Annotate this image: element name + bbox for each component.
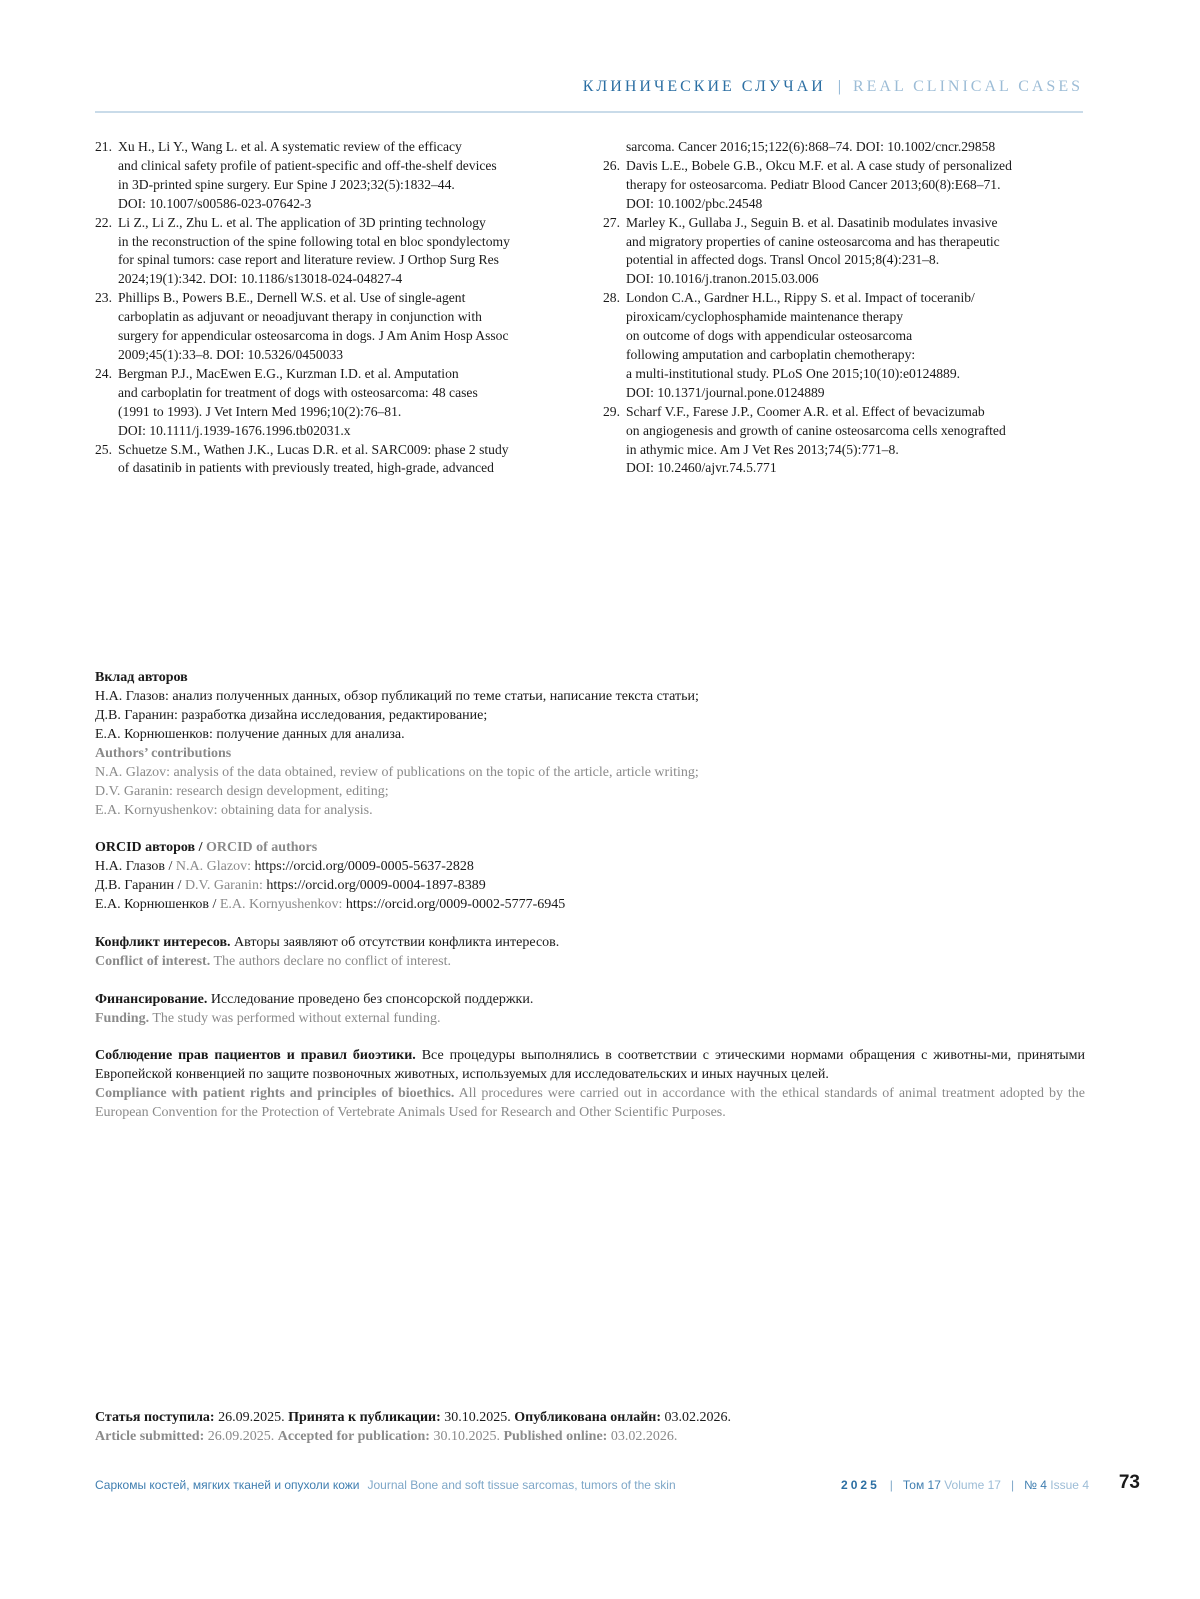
- reference-line: DOI: 10.1016/j.tranon.2015.03.006: [626, 271, 819, 287]
- reference-line: and migratory properties of canine osteosarcoma and has therapeutic: [626, 233, 1000, 249]
- bioethics-compliance: Соблюдение прав пациентов и правил биоэтики. Все процедуры выполнялись в соответствии с этическими нормами обращения с животны-ми, принятыми Европейской конвенцией по защите позвоночных животных, используемых для исследовательских и иных научных целей. Compliance with patient rights and principles of bioethics. All procedures were carried out in accordance with the ethical standards of animal treatment adopted by the European Convention for the Protection of Vertebrate Animals Used for Research and Other Scientific Purposes.: [95, 1048, 1086, 1120]
- reference-line: carboplatin as adjuvant or neoadjuvant therapy in conjunction with: [118, 309, 482, 325]
- reference-number: 28.: [603, 290, 620, 306]
- reference-line: following amputation and carboplatin chemotherapy:: [626, 346, 916, 362]
- funding: Финансирование. Исследование проведено без спонсорской поддержки. Funding. The study was performed without external funding.: [95, 992, 534, 1026]
- reference-number: 25.: [95, 441, 112, 457]
- orcid-link[interactable]: https://orcid.org/0009-0002-5777-6945: [345, 897, 566, 912]
- volume-ru: Том 17: [902, 1478, 941, 1492]
- reference-line: Xu H., Li Y., Wang L. et al. A systematic review of the efficacy: [118, 139, 462, 154]
- volume-en: Volume 17: [944, 1478, 1001, 1492]
- reference-line: potential in affected dogs. Transl Oncol 2015;8(4):231–8.: [626, 252, 940, 268]
- page-footer: [95, 1472, 1145, 1496]
- authors-contributions: [95, 668, 1085, 820]
- reference-number: 26.: [603, 157, 620, 173]
- reference-line: DOI: 10.1007/s00586-023-07642-3: [118, 195, 312, 211]
- page-number: 73: [1118, 1472, 1140, 1493]
- header-separator: |: [837, 78, 841, 95]
- running-header: [583, 78, 1083, 96]
- reference-item: [95, 214, 575, 290]
- contribution-line: Д.В. Гаранин: разработка дизайна исследования, редактирование;: [95, 708, 488, 723]
- orcid-row: Н.А. Глазов / N.A. Glazov: https://orcid.org/0009-0005-5637-2828: [95, 859, 474, 874]
- reference-item: [603, 403, 1085, 479]
- reference-line: London C.A., Gardner H.L., Rippy S. et al. Impact of toceranib/: [626, 290, 975, 306]
- reference-item: [95, 138, 575, 214]
- reference-line: DOI: 10.1002/pbc.24548: [626, 195, 763, 211]
- reference-line: in athymic mice. Am J Vet Res 2013;74(5):771–8.: [626, 441, 899, 457]
- reference-item: [95, 289, 575, 365]
- reference-number: 23.: [95, 290, 112, 306]
- reference-line: piroxicam/cyclophosphamide maintenance therapy: [626, 309, 904, 325]
- reference-item: [95, 441, 575, 479]
- reference-line: and carboplatin for treatment of dogs with osteosarcoma: 48 cases: [118, 384, 478, 400]
- issue-info: 2025 | Том 17 Volume 17 | № 4 Issue 4: [841, 1478, 1089, 1492]
- reference-line: in the reconstruction of the spine following total en bloc spondylectomy: [118, 233, 510, 249]
- orcid-link[interactable]: https://orcid.org/0009-0005-5637-2828: [254, 859, 474, 874]
- orcid-row: Е.А. Корнюшенков / E.A. Kornyushenkov: https://orcid.org/0009-0002-5777-6945: [95, 897, 566, 912]
- reference-line: 2024;19(1):342. DOI: 10.1186/s13018-024-04827-4: [118, 271, 403, 287]
- reference-line: surgery for appendicular osteosarcoma in dogs. J Am Anim Hosp Assoc: [118, 328, 509, 344]
- reference-line: for spinal tumors: case report and literature review. J Orthop Surg Res: [118, 252, 499, 268]
- reference-line: on outcome of dogs with appendicular osteosarcoma: [626, 328, 913, 344]
- reference-line: DOI: 10.2460/ajvr.74.5.771: [626, 460, 777, 476]
- reference-line: Marley K., Gullaba J., Seguin B. et al. Dasatinib modulates invasive: [626, 214, 998, 230]
- contribution-line-en: E.A. Kornyushenkov: obtaining data for analysis.: [95, 803, 373, 818]
- article-dates: Статья поступила: 26.09.2025. Принята к публикации: 30.10.2025. Опубликована онлайн: 03.02.2026. Article submitted: 26.09.2025. Accepted for publication: 30.10.2025. Published online: 03.02.2026.: [95, 1410, 731, 1444]
- reference-line: Phillips B., Powers B.E., Dernell W.S. et al. Use of single-agent: [118, 290, 466, 306]
- reference-line: on angiogenesis and growth of canine osteosarcoma cells xenografted: [626, 422, 1006, 438]
- reference-line: a multi-institutional study. PLoS One 2015;10(10):e0124889.: [626, 365, 961, 381]
- journal-name-en: Journal Bone and soft tissue sarcomas, tumors of the skin: [367, 1478, 676, 1492]
- year: 2025: [841, 1478, 880, 1492]
- reference-line: 2009;45(1):33–8. DOI: 10.5326/0450033: [118, 346, 344, 362]
- orcid-section: [95, 838, 1085, 914]
- reference-line: Davis L.E., Bobele G.B., Okcu M.F. et al. A case study of personalized: [626, 157, 1012, 173]
- reference-line: in 3D-printed spine surgery. Eur Spine J 2023;32(5):1832–44.: [118, 176, 455, 192]
- journal-name: [95, 1478, 676, 1492]
- orcid-row: Д.В. Гаранин / D.V. Garanin: https://orcid.org/0009-0004-1897-8389: [95, 878, 486, 893]
- references-column-left: [95, 138, 575, 478]
- contribution-line: Е.А. Корнюшенков: получение данных для анализа.: [95, 727, 405, 742]
- reference-line: Schuetze S.M., Wathen J.K., Lucas D.R. et al. SARC009: phase 2 study: [118, 441, 509, 457]
- issue-ru: № 4: [1024, 1478, 1047, 1492]
- reference-number: 24.: [95, 365, 112, 381]
- reference-item: [603, 214, 1085, 290]
- reference-line: Scharf V.F., Farese J.P., Coomer A.R. et al. Effect of bevacizumab: [626, 403, 985, 419]
- section-title-ru: КЛИНИЧЕСКИЕ СЛУЧАИ: [582, 78, 826, 95]
- issue-en: Issue 4: [1050, 1478, 1089, 1492]
- reference-line: of dasatinib in patients with previously treated, high-grade, advanced: [118, 460, 494, 476]
- reference-line: and clinical safety profile of patient-specific and off-the-shelf devices: [118, 157, 497, 173]
- reference-number: 29.: [603, 403, 620, 419]
- conflict-of-interest: Конфликт интересов. Авторы заявляют об отсутствии конфликта интересов. Conflict of interest. The authors declare no conflict of interest.: [95, 935, 560, 969]
- reference-line: (1991 to 1993). J Vet Intern Med 1996;10(2):76–81.: [118, 403, 402, 419]
- reference-item: [95, 365, 575, 441]
- section-title-en: REAL CLINICAL CASES: [852, 78, 1083, 95]
- reference-item: [603, 289, 1085, 402]
- reference-item: [603, 157, 1085, 214]
- contribution-line: Н.А. Глазов: анализ полученных данных, обзор публикаций по теме статьи, написание текста статьи;: [95, 689, 699, 704]
- reference-number: 22.: [95, 214, 112, 230]
- journal-name-ru: Саркомы костей, мягких тканей и опухоли кожи: [95, 1478, 360, 1492]
- orcid-link[interactable]: https://orcid.org/0009-0004-1897-8389: [266, 878, 486, 893]
- reference-line: therapy for osteosarcoma. Pediatr Blood Cancer 2013;60(8):E68–71.: [626, 176, 1001, 192]
- references-column-right: [603, 138, 1085, 478]
- orcid-title: ORCID авторов / ORCID of authors: [95, 840, 318, 855]
- reference-continuation: sarcoma. Cancer 2016;15;122(6):868–74. DOI: 10.1002/cncr.29858: [626, 139, 996, 154]
- contribution-line-en: D.V. Garanin: research design development, editing;: [95, 784, 389, 799]
- reference-line: DOI: 10.1371/journal.pone.0124889: [626, 384, 825, 400]
- reference-number: 21.: [95, 139, 112, 154]
- reference-number: 27.: [603, 214, 620, 230]
- reference-line: Bergman P.J., MacEwen E.G., Kurzman I.D. et al. Amputation: [118, 365, 459, 381]
- reference-line: Li Z., Li Z., Zhu L. et al. The application of 3D printing technology: [118, 214, 486, 230]
- contribution-line-en: N.A. Glazov: analysis of the data obtained, review of publications on the topic of the article, article writing;: [95, 765, 699, 780]
- header-divider: [95, 111, 1083, 113]
- contributions-title-en: Authors’ contributions: [95, 746, 232, 761]
- contributions-title-ru: Вклад авторов: [95, 670, 188, 685]
- reference-line: DOI: 10.1111/j.1939-1676.1996.tb02031.x: [118, 422, 351, 438]
